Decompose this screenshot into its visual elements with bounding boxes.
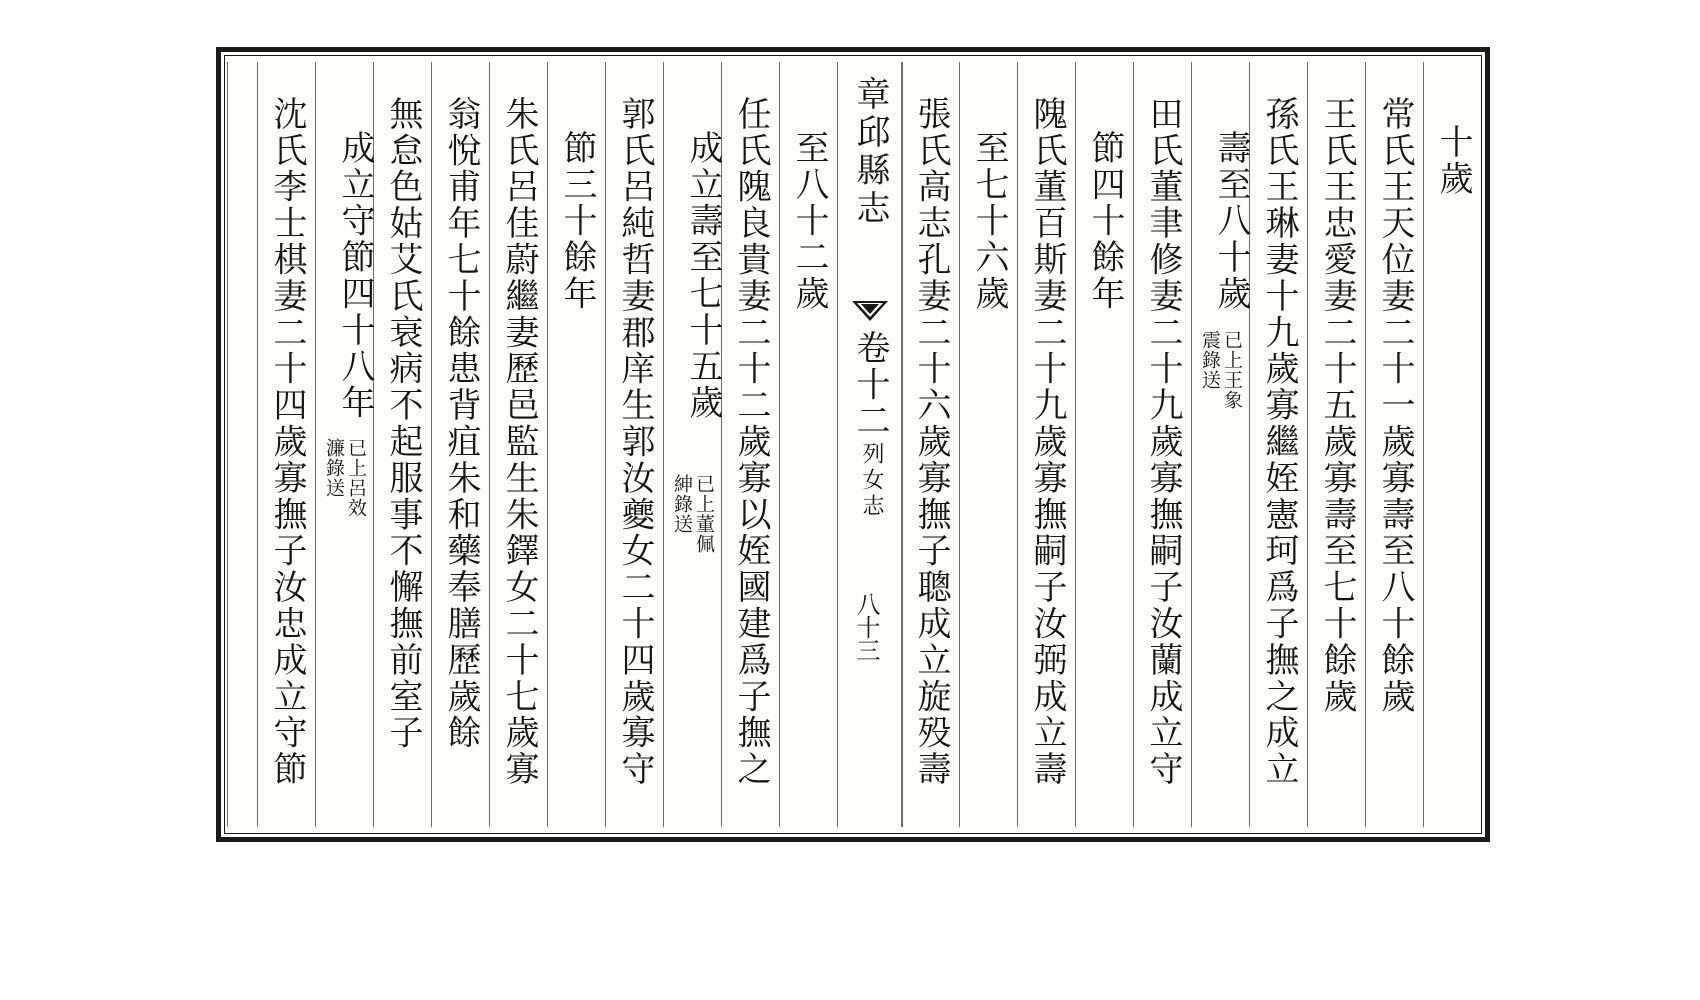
text-column (489, 62, 548, 827)
column-text: 郭氏呂純哲妻郡庠生郭汝夔女二十四歲寡守 (615, 96, 655, 788)
fishtail-mark-icon (851, 300, 889, 322)
text-column (721, 62, 780, 827)
column-text: 張氏高志孔妻二十六歲寡撫子聰成立旋殁壽 (911, 96, 951, 788)
text-column (431, 62, 490, 827)
text-column (1249, 62, 1308, 827)
text-column (1191, 62, 1250, 827)
column-text: 無怠色姑艾氏衰病不起服事不懈撫前室子 (383, 96, 423, 752)
text-column (1133, 62, 1192, 827)
page-number: 八十三 (852, 592, 880, 661)
volume-label: 卷十二 (850, 330, 890, 440)
book-title: 章邱縣志 (850, 76, 890, 228)
column-text: 節四十餘年 (1085, 130, 1125, 312)
interlinear-note: 濂錄送 (323, 438, 345, 498)
column-text: 常氏王天位妻二十一歲寡壽至八十餘歲 (1375, 96, 1415, 715)
interlinear-note: 已上呂效 (345, 438, 367, 518)
column-text: 成立壽至七十五歲 (683, 130, 723, 422)
text-column (959, 62, 1018, 827)
column-text: 沈氏李士棋妻二十四歲寡撫子汝忠成立守節 (267, 96, 307, 788)
section-label: 列女志 (859, 442, 884, 520)
column-text: 節三十餘年 (557, 130, 597, 312)
column-text: 壽至八十歲 (1211, 130, 1251, 312)
text-column (547, 62, 606, 827)
text-column (1423, 62, 1482, 827)
column-text: 隗氏董百斯妻二十九歲寡撫嗣子汝弼成立壽 (1027, 96, 1067, 788)
column-text: 至八十二歲 (789, 130, 829, 312)
text-column (901, 62, 960, 827)
interlinear-note: 震錄送 (1199, 330, 1221, 390)
column-text: 十歲 (1433, 124, 1473, 197)
text-column (1365, 62, 1424, 827)
column-text: 朱氏呂佳蔚繼妻歷邑監生朱鐸女二十七歲寡 (499, 96, 539, 788)
text-column (373, 62, 432, 827)
interlinear-note: 紳錄送 (671, 474, 693, 534)
text-column (1307, 62, 1366, 827)
text-column (257, 62, 316, 827)
column-text: 王氏王忠愛妻二十五歲寡壽至七十餘歲 (1317, 96, 1357, 715)
text-column (1017, 62, 1076, 827)
column-text: 翁悅甫年七十餘患背疽朱和藥奉膳歷歲餘 (441, 96, 481, 752)
text-column (779, 62, 838, 827)
text-column (1075, 62, 1134, 827)
margin-column (227, 62, 258, 827)
text-column (663, 62, 722, 827)
center-fold-column (837, 62, 903, 827)
column-text: 至七十六歲 (969, 130, 1009, 312)
interlinear-note: 已上董佩 (693, 474, 715, 554)
page-frame (216, 47, 1490, 842)
text-column (605, 62, 664, 827)
column-text: 成立守節四十八年 (335, 130, 375, 422)
column-text: 任氏隗良貴妻二十二歲寡以姪國建爲子撫之 (731, 96, 771, 788)
text-column (315, 62, 374, 827)
column-text: 孫氏王琳妻十九歲寡繼姪憲珂爲子撫之成立 (1259, 96, 1299, 788)
column-text: 田氏董聿修妻二十九歲寡撫嗣子汝蘭成立守 (1143, 96, 1183, 788)
interlinear-note: 已上王象 (1221, 330, 1243, 410)
